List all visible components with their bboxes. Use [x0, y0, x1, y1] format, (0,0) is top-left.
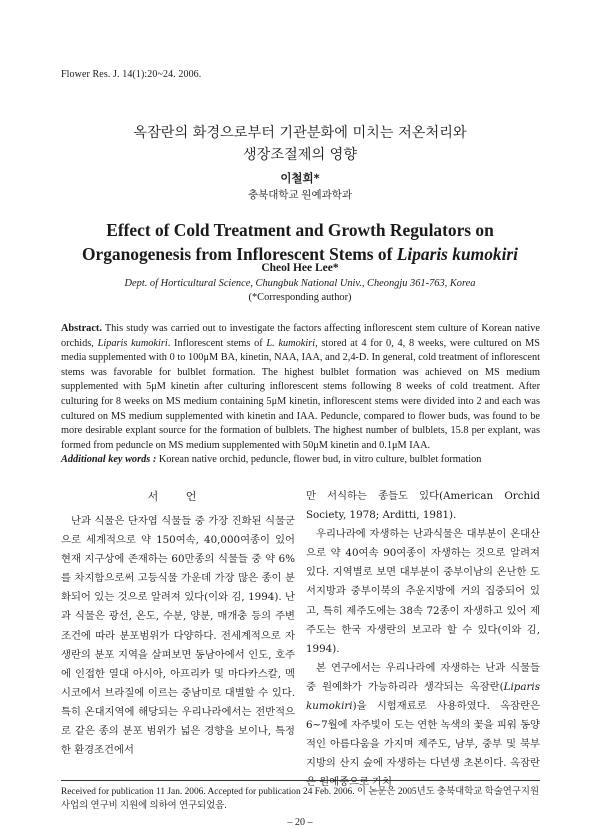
- corresponding-note: (*Corresponding author): [248, 292, 352, 303]
- abstract-text-1: This study was carried out to investigate the factors affecting inflorescent stem culture of Korean native orchids,: [61, 323, 540, 349]
- right-paragraph-2b: )을 시험재료로 사용하였다. 옥잠란은 6~7월에 자주빛이 도는 연한 녹색의 꽃을 피워 동양적인 아름다움을 가지며 제주도, 남부, 중부 및 북부지방의 산지 숲에 자생하는 다년생 초본이다. 옥잠란은 원예종으로 가치: [306, 700, 540, 789]
- korean-author: 이철희*: [280, 171, 320, 185]
- abstract-text-3: , stored at 4 for 0, 4, 8 weeks, were cultured on MS media supplemented with 0 to 100μM BA, kinetin, NAA, IAA, and 2,4-D. In general, cold treatment of inflorescent stems was favorable for bulblet formation. The highest bulblet formation was achieved on MS medium supplemented with 5μM kinetin after culturing inflorescent stems following 8 weeks of cold treatment. After culturing for 8 weeks on MS medium containing 5μM kinetin, inflorescent stems were divided into 2 and each was cultured on MS medium supplemented with kinetin and IAA. Peduncle, compared to flower buds, was found to be more desirable explant source for the formation of bulblets. The highest number of bulblets, 15.8 per explant, was formed from peduncle on MS medium supplemented with 50μM kinetin and 0.1μM IAA.: [61, 337, 540, 451]
- section-heading: 서 언: [147, 490, 209, 503]
- footnote-rule: [61, 780, 540, 781]
- keywords-label: Additional key words :: [61, 454, 157, 465]
- abstract: [61, 322, 540, 453]
- right-column: [306, 487, 540, 793]
- right-paragraph-1: 우리나라에 자생하는 난과식물은 대부분이 온대산으로 약 40여속 90여종이 자생하는 것으로 알려져 있다. 지역별로 보면 대부분이 중부이남의 온난한 도서지방과 중부이북의 추운지방에 거의 집중되어 있고, 특히 제주도에는 38속 72종이 자생하고 있어 제주도는 한국 자생란의 보고라 할 수 있다(이와 김, 1994).: [306, 528, 540, 655]
- received-note: Received for publication 11 Jan. 2006. Accepted for publication 24 Feb. 2006. 이 논문은 2005년도 충북대학교 학술연구지원사업의 연구비 지원에 의하여 연구되었음.: [61, 787, 540, 811]
- korean-title: [0, 122, 600, 166]
- left-column: [61, 512, 295, 760]
- right-paragraph-2-species: Liparis kumokiri: [306, 680, 540, 713]
- english-title-line1: Effect of Cold Treatment and Growth Regulators on: [106, 220, 494, 240]
- english-title-species: Liparis kumokiri: [396, 244, 519, 264]
- english-title: [0, 218, 600, 266]
- korean-title-line2: 생장조절제의 영향: [242, 147, 358, 163]
- abstract-species-2: L. kumokiri: [266, 337, 316, 349]
- keywords-text: Korean native orchid, peduncle, flower bud, in vitro culture, bulblet formation: [158, 454, 482, 465]
- english-author: Cheol Hee Lee*: [261, 262, 339, 274]
- left-paragraph-1: 난과 식물은 단자엽 식물들 중 가장 진화된 식물군으로 세계적으로 약 150여속, 40,000여종이 있어 현재 지구상에 존재하는 60만종의 식물들 중 약 6%를 차지함으로써 고등식물 가운데 가장 많은 종이 분화되어 있는 것으로 알려져 있다(이와 김, 1994). 난과 식물은 광선, 온도, 수분, 양분, 매개충 등의 주변조건에 따라 분포범위가 다양하다. 전세계적으로 자생란의 분포 지역을 살펴보면 동남아에서 인도, 호주에 인접한 열대 아시아, 아프리카 및 마다카스칼, 멕시코에서 브라질에 이르는 중남미로 대별할 수 있다. 특히 온대지역에 해당되는 우리나라에서는 전반적으로 같은 종의 분포 범위가 넓은 경향을 보이나, 특정한 환경조건에서: [61, 515, 295, 757]
- korean-affiliation: 충북대학교 원예과학과: [247, 190, 353, 201]
- english-affiliation-block: [0, 277, 600, 305]
- abstract-text-2: . Inflorescent stems of: [167, 337, 267, 349]
- keywords: [61, 453, 540, 467]
- page-number: – 20 –: [287, 817, 313, 828]
- right-paragraph-2a: 본 연구에서는 우리나라에 자생하는 난과 식물들 중 원예화가 가능하리라 생각되는 옥잠란(: [306, 661, 540, 693]
- korean-title-line1: 옥잠란의 화경으로부터 기관분화에 미치는 저온처리와: [133, 125, 467, 141]
- abstract-species-1: Liparis kumokiri: [97, 337, 168, 349]
- journal-citation: Flower Res. J. 14(1):20~24. 2006.: [61, 69, 202, 80]
- abstract-label: Abstract.: [61, 323, 102, 334]
- english-title-line2-prefix: Organogenesis from Inflorescent Stems of: [81, 244, 397, 264]
- right-paragraph-2: [306, 659, 540, 793]
- right-paragraph-0: 만 서식하는 종들도 있다(American Orchid Society, 1978; Arditti, 1981).: [306, 490, 540, 522]
- english-affiliation: Dept. of Horticultural Science, Chungbuk National Univ., Cheongju 361-763, Korea: [124, 278, 476, 289]
